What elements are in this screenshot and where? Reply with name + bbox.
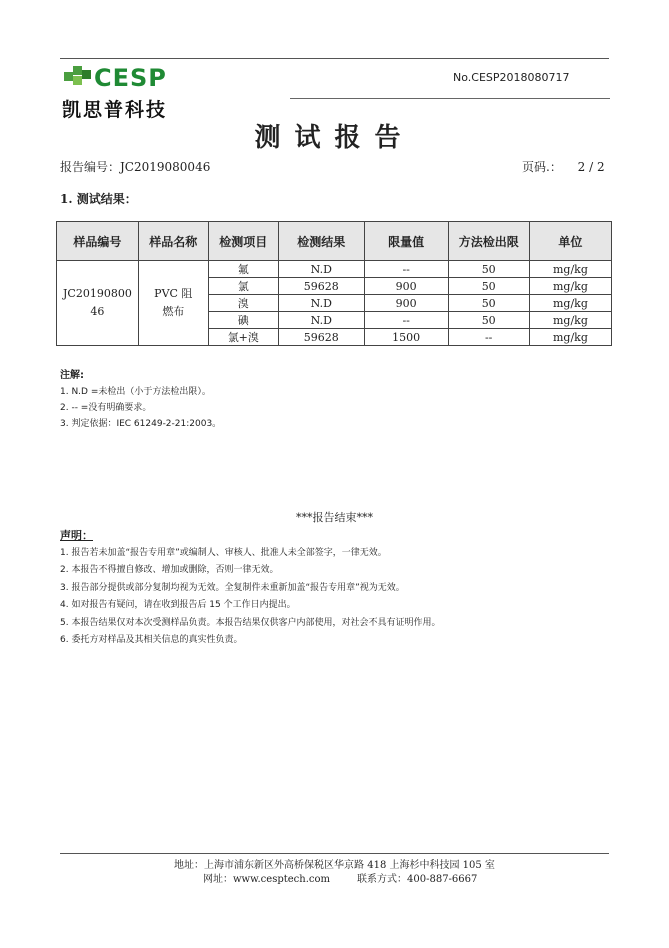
table-row bbox=[57, 261, 612, 278]
results-table bbox=[56, 221, 612, 346]
item-cell: 溴 bbox=[208, 295, 278, 312]
result-cell: N.D bbox=[278, 312, 364, 329]
col-header: 方法检出限 bbox=[448, 222, 529, 261]
report-end-marker: ***报告结束*** bbox=[296, 511, 373, 524]
declaration-item: 4. 如对报告有疑问，请在收到报告后 15 个工作日内提出。 bbox=[60, 600, 296, 610]
footer-website: 网址：www.cesptech.com bbox=[203, 874, 330, 885]
mdl-cell: 50 bbox=[448, 295, 529, 312]
top-rule bbox=[60, 58, 609, 59]
footer-rule bbox=[60, 853, 609, 854]
mdl-cell: 50 bbox=[448, 312, 529, 329]
report-number-top: No.CESP2018080717 bbox=[453, 71, 570, 84]
unit-cell: mg/kg bbox=[529, 295, 611, 312]
company-logo bbox=[60, 62, 180, 122]
logo-mark-icon bbox=[60, 62, 94, 88]
limit-cell: -- bbox=[364, 312, 448, 329]
page-indicator bbox=[522, 158, 605, 175]
item-cell: 碘 bbox=[208, 312, 278, 329]
mdl-cell: 50 bbox=[448, 261, 529, 278]
report-number: 报告编号：JC2019080046 bbox=[60, 160, 211, 174]
result-cell: 59628 bbox=[278, 278, 364, 295]
limit-cell: 900 bbox=[364, 295, 448, 312]
page-label: 页码.： bbox=[522, 160, 562, 174]
note-item: 1. N.D =未检出（小于方法检出限）。 bbox=[60, 387, 211, 397]
notes-section bbox=[60, 368, 221, 432]
sample-name-cell: PVC 阻燃布 bbox=[138, 261, 208, 346]
header-rule bbox=[290, 98, 610, 99]
result-cell: 59628 bbox=[278, 329, 364, 346]
sample-id-cell: JC20190800 46 bbox=[57, 261, 139, 346]
footer-contact: 联系方式：400-887-6667 bbox=[357, 874, 478, 885]
logo-company-name: 凯思普科技 bbox=[62, 99, 168, 121]
logo-text: CESP bbox=[94, 64, 167, 92]
col-header: 单位 bbox=[529, 222, 611, 261]
col-header: 样品名称 bbox=[138, 222, 208, 261]
declaration-heading: 声明： bbox=[60, 529, 93, 542]
declaration-item: 6. 委托方对样品及其相关信息的真实性负责。 bbox=[60, 635, 243, 645]
note-item: 3. 判定依据：IEC 61249-2-21:2003。 bbox=[60, 419, 222, 429]
item-cell: 氟 bbox=[208, 261, 278, 278]
col-header: 检测结果 bbox=[278, 222, 364, 261]
footer-address: 地址：上海市浦东新区外高桥保税区华京路 418 上海杉中科技园 105 室 bbox=[174, 860, 495, 871]
result-cell: N.D bbox=[278, 261, 364, 278]
unit-cell: mg/kg bbox=[529, 278, 611, 295]
page-value: 2 / 2 bbox=[577, 160, 605, 174]
col-header: 限量值 bbox=[364, 222, 448, 261]
page-title: 测试报告 bbox=[254, 123, 415, 153]
limit-cell: 900 bbox=[364, 278, 448, 295]
notes-heading: 注解: bbox=[60, 370, 84, 381]
col-header: 样品编号 bbox=[57, 222, 139, 261]
item-cell: 氯+溴 bbox=[208, 329, 278, 346]
mdl-cell: 50 bbox=[448, 278, 529, 295]
limit-cell: -- bbox=[364, 261, 448, 278]
declaration-item: 1. 报告若未加盖“报告专用章”或编制人、审核人、批准人未全部签字，一律无效。 bbox=[60, 547, 387, 558]
declaration-item: 3. 报告部分提供或部分复制均视为无效。全复制件未重新加盖“报告专用章”视为无效。 bbox=[60, 582, 405, 593]
limit-cell: 1500 bbox=[364, 329, 448, 346]
declaration-item: 2. 本报告不得擅自修改、增加或删除，否则一律无效。 bbox=[60, 565, 279, 575]
mdl-cell: -- bbox=[448, 329, 529, 346]
result-cell: N.D bbox=[278, 295, 364, 312]
section-title: 1. 测试结果： bbox=[60, 192, 137, 206]
declaration-item: 5. 本报告结果仅对本次受测样品负责。本报告结果仅供客户内部使用，对社会不具有证明作用。 bbox=[60, 617, 441, 628]
item-cell: 氯 bbox=[208, 278, 278, 295]
note-item: 2. -- =没有明确要求。 bbox=[60, 403, 152, 413]
col-header: 检测项目 bbox=[208, 222, 278, 261]
unit-cell: mg/kg bbox=[529, 329, 611, 346]
table-header-row bbox=[57, 222, 612, 261]
unit-cell: mg/kg bbox=[529, 312, 611, 329]
unit-cell: mg/kg bbox=[529, 261, 611, 278]
declaration-section bbox=[60, 527, 440, 650]
